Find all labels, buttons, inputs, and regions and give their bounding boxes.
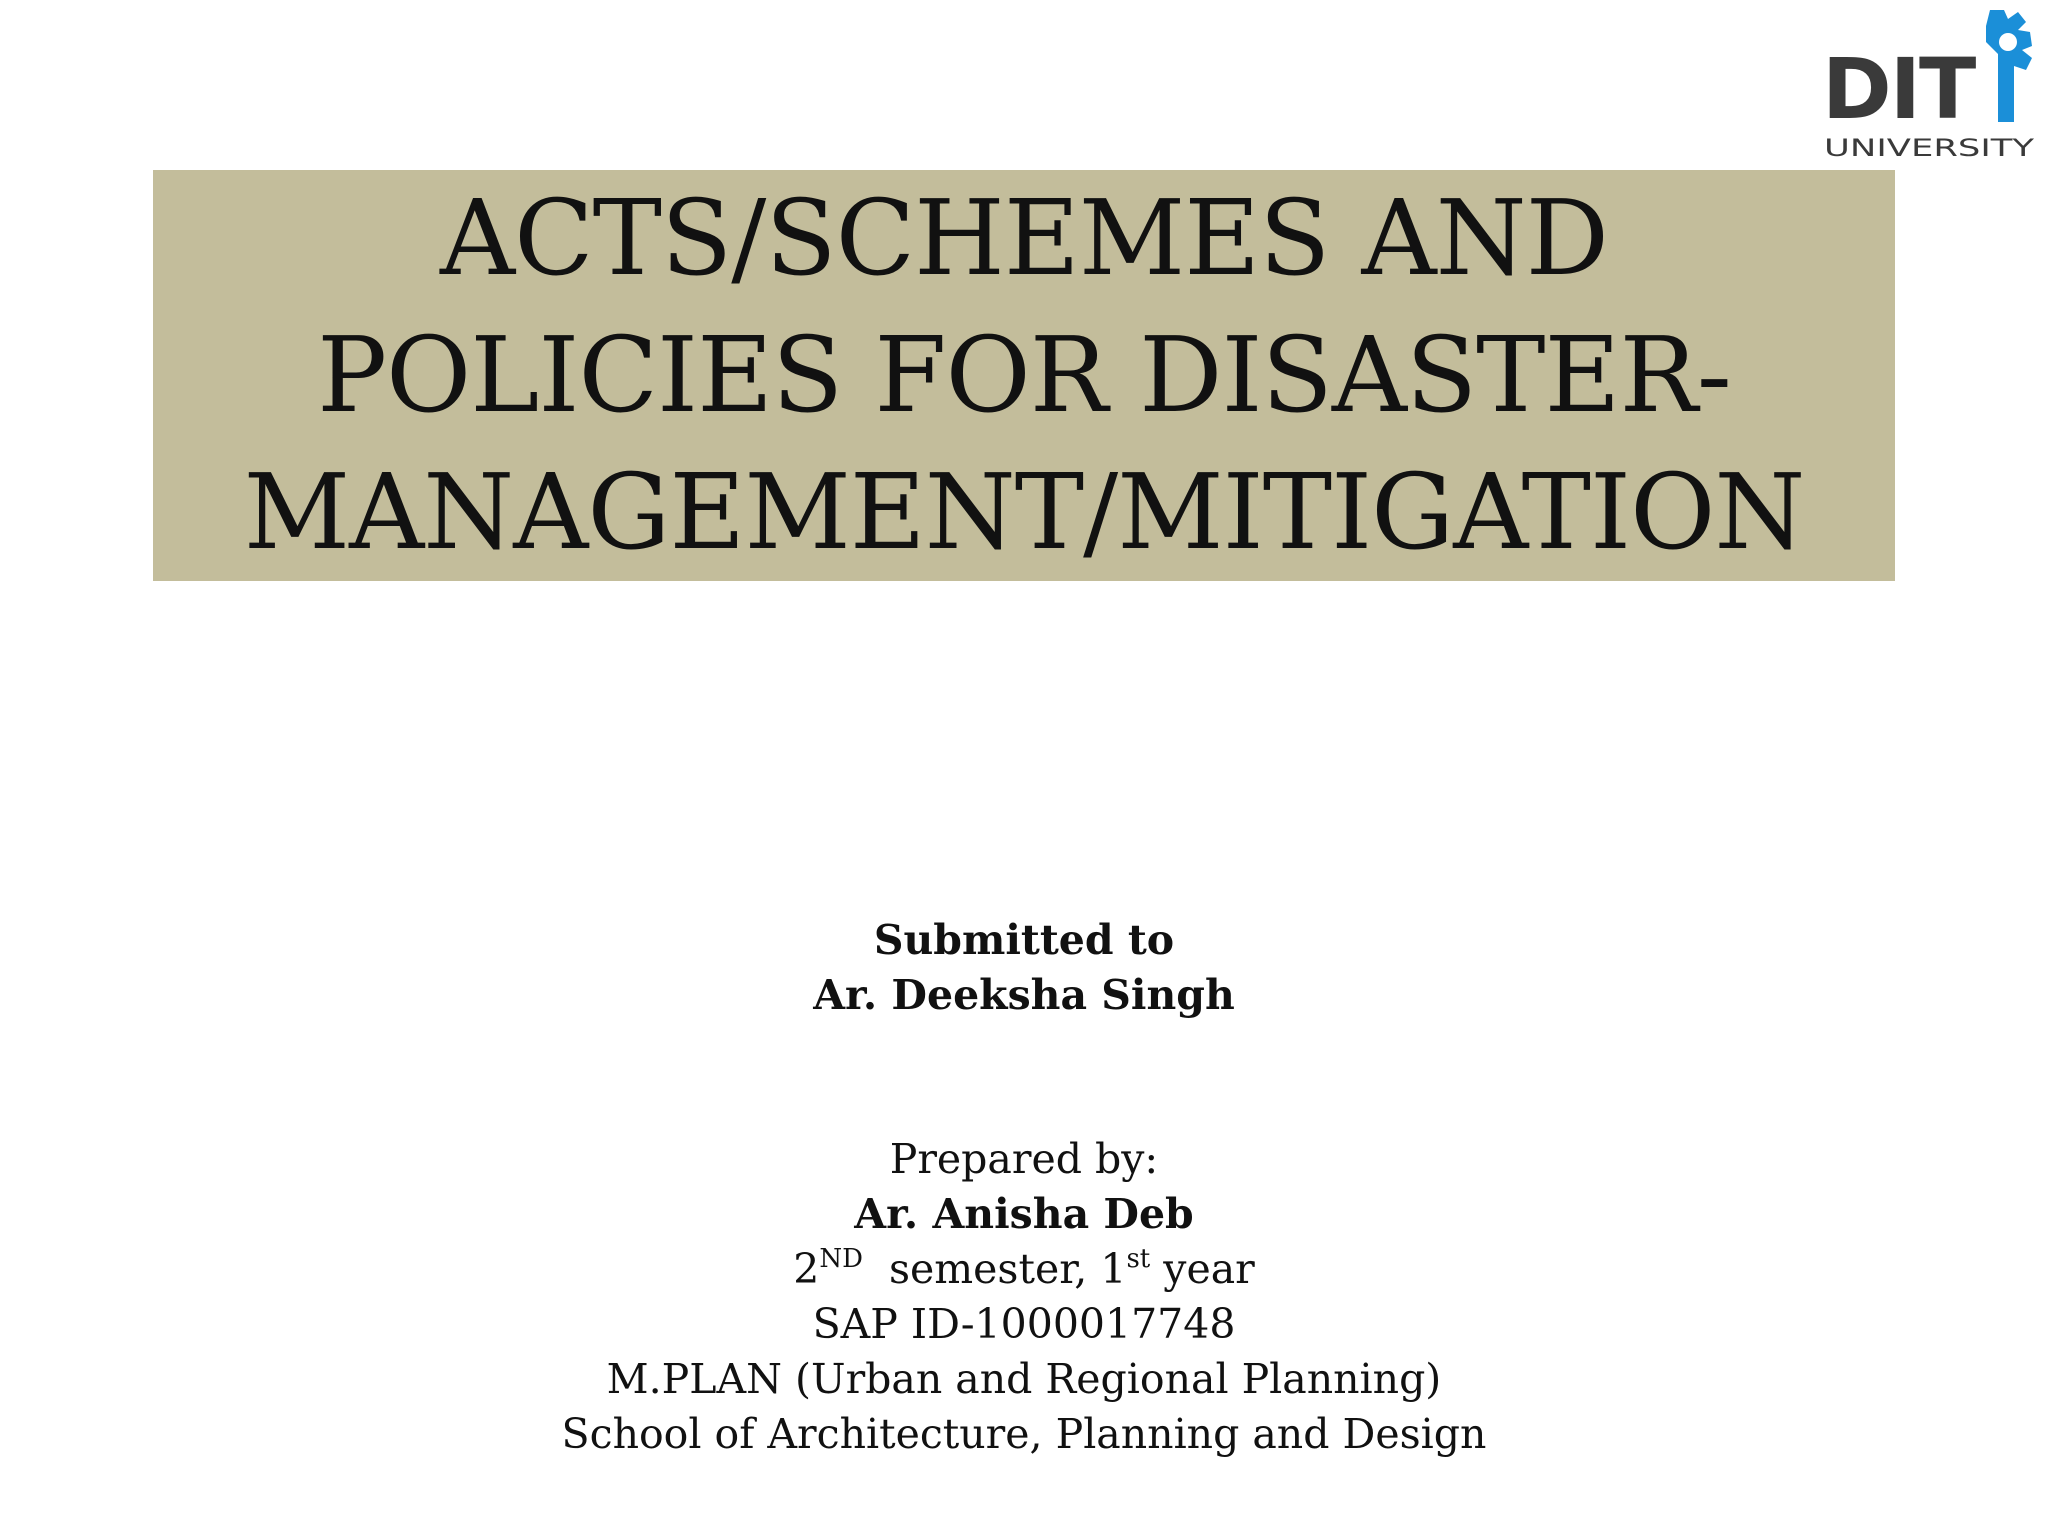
submitted-name: Ar. Deeksha Singh [813,971,1235,1019]
year-superscript: st [1126,1244,1151,1274]
year-text: year [1150,1245,1255,1293]
title-line: MANAGEMENT/MITIGATION [243,451,1805,573]
semester-text: semester, 1 [862,1245,1127,1293]
title-banner [153,170,1895,581]
sap-id: SAP ID-1000017748 [812,1300,1236,1348]
submitted-to-section [0,913,2048,1023]
semester-line [0,1242,2048,1297]
school-name: School of Architecture, Planning and Design [561,1410,1487,1458]
gear-icon [1986,10,2032,122]
slide-title [244,170,1805,581]
logo-text-sub: UNIVERSITY [1824,134,2035,162]
program-name: M.PLAN (Urban and Regional Planning) [606,1355,1442,1403]
title-line: POLICIES FOR DISASTER- [317,314,1731,436]
submitted-label: Submitted to [873,916,1175,964]
prepared-label: Prepared by: [889,1135,1159,1183]
author-name: Ar. Anisha Deb [854,1190,1194,1238]
prepared-by-section [0,1132,2048,1462]
dit-university-logo [1818,4,2046,164]
logo-text-main: DIT [1822,40,1975,138]
title-line: ACTS/SCHEMES AND [440,177,1608,299]
semester-superscript: ND [819,1244,863,1274]
semester-number: 2 [793,1245,820,1293]
